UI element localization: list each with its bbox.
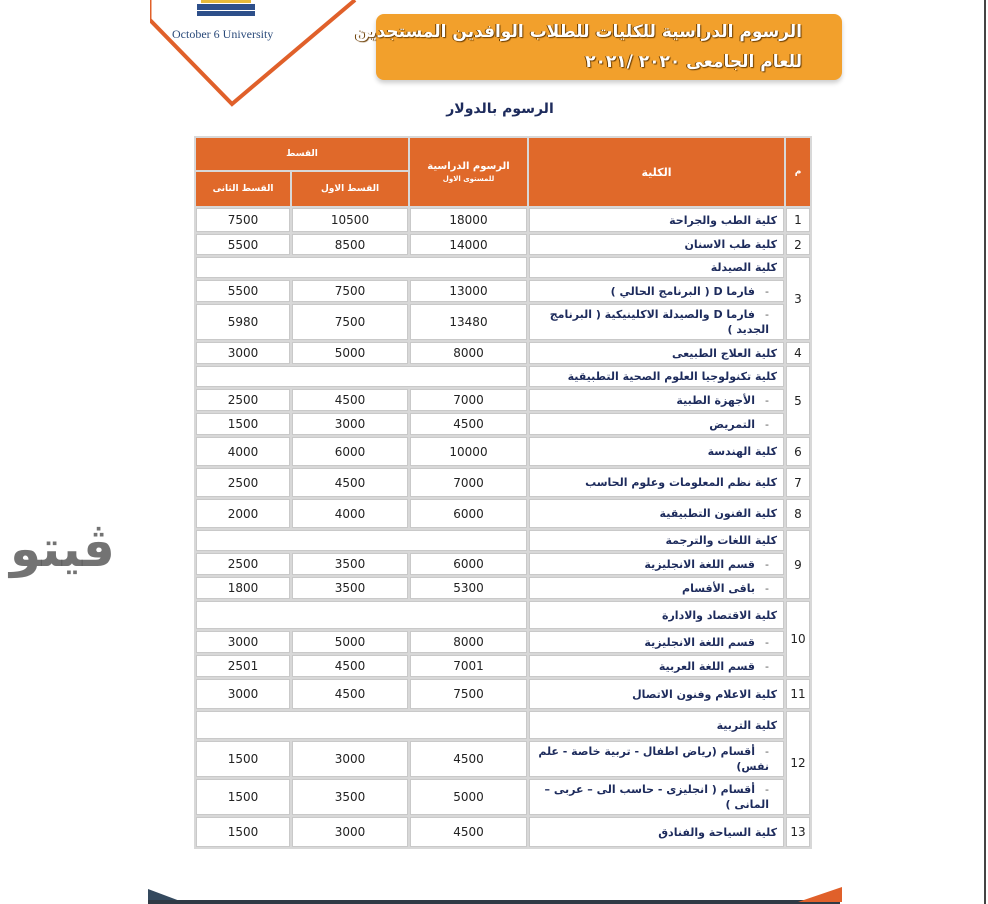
first-installment-cell: 4500 <box>292 468 408 497</box>
title-line-2: للعام الجامعى ٢٠٢٠ /٢٠٢١ <box>585 52 802 72</box>
first-installment-cell: 3000 <box>292 413 408 435</box>
table-subrow <box>196 389 810 411</box>
fees-cell: 4500 <box>410 413 527 435</box>
row-number-cell: 7 <box>786 468 810 497</box>
row-number-cell: 4 <box>786 342 810 364</box>
second-installment-cell: 3000 <box>196 679 290 709</box>
second-installment-cell: 1500 <box>196 779 290 815</box>
bullet-dash: - <box>765 557 769 571</box>
table-row <box>196 234 810 255</box>
table-subrow <box>196 779 810 815</box>
bullet-dash: - <box>765 284 769 298</box>
table-row <box>196 208 810 232</box>
table-group-row <box>196 257 810 278</box>
bullet-dash: - <box>765 659 769 673</box>
row-number-cell: 5 <box>786 366 810 435</box>
fees-cell: 13000 <box>410 280 527 302</box>
bullet-dash: - <box>765 783 769 796</box>
department-cell <box>529 577 784 599</box>
second-installment-cell: 2000 <box>196 499 290 528</box>
department-cell <box>529 779 784 815</box>
fees-cell: 5300 <box>410 577 527 599</box>
row-number-cell: 13 <box>786 817 810 847</box>
second-installment-cell: 1500 <box>196 817 290 847</box>
fees-cell: 4500 <box>410 817 527 847</box>
department-name: باقى الأقسام <box>682 581 756 595</box>
second-installment-cell: 2500 <box>196 389 290 411</box>
fees-cell: 8000 <box>410 631 527 653</box>
table-group-row <box>196 530 810 551</box>
department-name: قسم اللغة الانجليزية <box>644 635 756 649</box>
first-installment-cell: 3000 <box>292 741 408 777</box>
first-installment-cell: 4500 <box>292 679 408 709</box>
second-installment-cell: 2500 <box>196 553 290 575</box>
table-subrow <box>196 280 810 302</box>
table-subrow <box>196 304 810 340</box>
university-name: October 6 University <box>172 27 274 41</box>
first-installment-header: القسط الاول <box>292 172 408 206</box>
college-group-title: كلية الاقتصاد والادارة <box>529 601 784 629</box>
fees-cell: 6000 <box>410 553 527 575</box>
fees-header <box>410 138 527 206</box>
first-installment-cell: 6000 <box>292 437 408 466</box>
college-name-cell: كلية الطب والجراحة <box>529 208 784 232</box>
title-banner <box>354 14 842 80</box>
bullet-dash: - <box>765 581 769 595</box>
table-row <box>196 342 810 364</box>
first-installment-cell: 5000 <box>292 342 408 364</box>
row-number-cell: 1 <box>786 208 810 232</box>
second-installment-cell: 5500 <box>196 234 290 255</box>
bullet-dash: - <box>765 635 769 649</box>
college-name-cell: كلية الفنون التطبيقية <box>529 499 784 528</box>
fees-cell: 8000 <box>410 342 527 364</box>
department-cell <box>529 553 784 575</box>
second-installment-cell: 1500 <box>196 741 290 777</box>
bullet-dash: - <box>765 745 769 758</box>
second-installment-cell: 4000 <box>196 437 290 466</box>
first-installment-cell: 10500 <box>292 208 408 232</box>
first-installment-cell: 4500 <box>292 655 408 677</box>
department-cell <box>529 631 784 653</box>
table-group-row <box>196 366 810 387</box>
college-name-cell: كلية نظم المعلومات وعلوم الحاسب <box>529 468 784 497</box>
department-name: فارما D والصيدلة الاكلينيكية ( البرنامج الجديد ) <box>549 308 769 336</box>
fees-cell: 5000 <box>410 779 527 815</box>
bullet-dash: - <box>765 393 769 407</box>
first-installment-cell: 7500 <box>292 280 408 302</box>
department-cell <box>529 413 784 435</box>
table-row <box>196 437 810 466</box>
fees-cell: 10000 <box>410 437 527 466</box>
second-installment-header: القسط الثانى <box>196 172 290 206</box>
college-name-cell: كلية السياحة والفنادق <box>529 817 784 847</box>
fees-header-sub: للمستوى الاول <box>442 175 495 183</box>
college-name-cell: كلية الهندسة <box>529 437 784 466</box>
table-subrow <box>196 631 810 653</box>
second-installment-cell: 2501 <box>196 655 290 677</box>
department-name: أقسام ( انجليزى - حاسب الى – عربى – المانى ) <box>544 783 769 811</box>
row-number-cell: 3 <box>786 257 810 340</box>
fees-cell: 7500 <box>410 679 527 709</box>
college-group-title: كلية الصيدلة <box>529 257 784 278</box>
table-subrow <box>196 741 810 777</box>
college-name-cell: كلية العلاج الطبيعى <box>529 342 784 364</box>
fees-cell: 14000 <box>410 234 527 255</box>
table-subrow <box>196 413 810 435</box>
header-row <box>196 138 810 170</box>
university-logo-icon <box>195 0 257 18</box>
first-installment-cell: 3500 <box>292 577 408 599</box>
blank-cell <box>196 257 527 278</box>
department-name: قسم اللغة الانجليزية <box>644 557 756 571</box>
number-header: م <box>786 138 810 206</box>
table-subrow <box>196 577 810 599</box>
second-installment-cell: 3000 <box>196 342 290 364</box>
currency-subtitle: الرسوم بالدولار <box>446 101 554 117</box>
college-group-title: كلية اللغات والترجمة <box>529 530 784 551</box>
first-installment-cell: 3000 <box>292 817 408 847</box>
first-installment-cell: 7500 <box>292 304 408 340</box>
row-number-cell: 12 <box>786 711 810 815</box>
table-row <box>196 499 810 528</box>
first-installment-cell: 3500 <box>292 553 408 575</box>
fees-cell: 6000 <box>410 499 527 528</box>
second-installment-cell: 2500 <box>196 468 290 497</box>
bullet-dash: - <box>765 308 769 321</box>
department-cell <box>529 304 784 340</box>
blank-cell <box>196 530 527 551</box>
department-name: الأجهزة الطبية <box>676 393 756 407</box>
row-number-cell: 9 <box>786 530 810 599</box>
department-cell <box>529 280 784 302</box>
watermark: ڤيتو <box>10 520 115 578</box>
table-subrow <box>196 655 810 677</box>
table-row <box>196 679 810 709</box>
first-installment-cell: 4500 <box>292 389 408 411</box>
fees-cell: 7000 <box>410 468 527 497</box>
fees-cell: 7001 <box>410 655 527 677</box>
second-installment-cell: 3000 <box>196 631 290 653</box>
footer-bar <box>148 900 840 904</box>
row-number-cell: 10 <box>786 601 810 677</box>
fees-cell: 4500 <box>410 741 527 777</box>
department-name: فارما D ( البرنامج الحالي ) <box>610 284 756 298</box>
department-cell <box>529 741 784 777</box>
department-name: التمريض <box>709 417 756 431</box>
blank-cell <box>196 366 527 387</box>
fees-cell: 18000 <box>410 208 527 232</box>
fees-header-label: الرسوم الدراسية <box>427 161 510 172</box>
department-name: أقسام (رياض اطفال - تربية خاصة - علم نفس) <box>538 745 769 773</box>
second-installment-cell: 7500 <box>196 208 290 232</box>
department-cell <box>529 389 784 411</box>
first-installment-cell: 3500 <box>292 779 408 815</box>
college-header: الكلية <box>529 138 784 206</box>
row-number-cell: 8 <box>786 499 810 528</box>
first-installment-cell: 4000 <box>292 499 408 528</box>
table-row <box>196 468 810 497</box>
fees-cell: 7000 <box>410 389 527 411</box>
college-group-title: كلية التربية <box>529 711 784 739</box>
college-group-title: كلية تكنولوجيا العلوم الصحية التطبيقية <box>529 366 784 387</box>
footer-right-decoration <box>798 887 842 902</box>
table-row <box>196 817 810 847</box>
second-installment-cell: 5980 <box>196 304 290 340</box>
department-cell <box>529 655 784 677</box>
college-name-cell: كلية الاعلام وفنون الاتصال <box>529 679 784 709</box>
blank-cell <box>196 601 527 629</box>
second-installment-cell: 1800 <box>196 577 290 599</box>
installment-header: القسط <box>196 138 408 170</box>
first-installment-cell: 8500 <box>292 234 408 255</box>
college-name-cell: كلية طب الاسنان <box>529 234 784 255</box>
department-name: قسم اللغة العربية <box>658 659 756 673</box>
fees-cell: 13480 <box>410 304 527 340</box>
bullet-dash: - <box>765 417 769 431</box>
row-number-cell: 11 <box>786 679 810 709</box>
fees-table <box>194 136 812 849</box>
first-installment-cell: 5000 <box>292 631 408 653</box>
second-installment-cell: 5500 <box>196 280 290 302</box>
blank-cell <box>196 711 527 739</box>
row-number-cell: 2 <box>786 234 810 255</box>
table-group-row <box>196 711 810 739</box>
second-installment-cell: 1500 <box>196 413 290 435</box>
table-group-row <box>196 601 810 629</box>
table-subrow <box>196 553 810 575</box>
page-edge <box>984 0 986 904</box>
title-line-1: الرسوم الدراسية للكليات للطلاب الوافدين المستجدين <box>354 22 802 42</box>
row-number-cell: 6 <box>786 437 810 466</box>
